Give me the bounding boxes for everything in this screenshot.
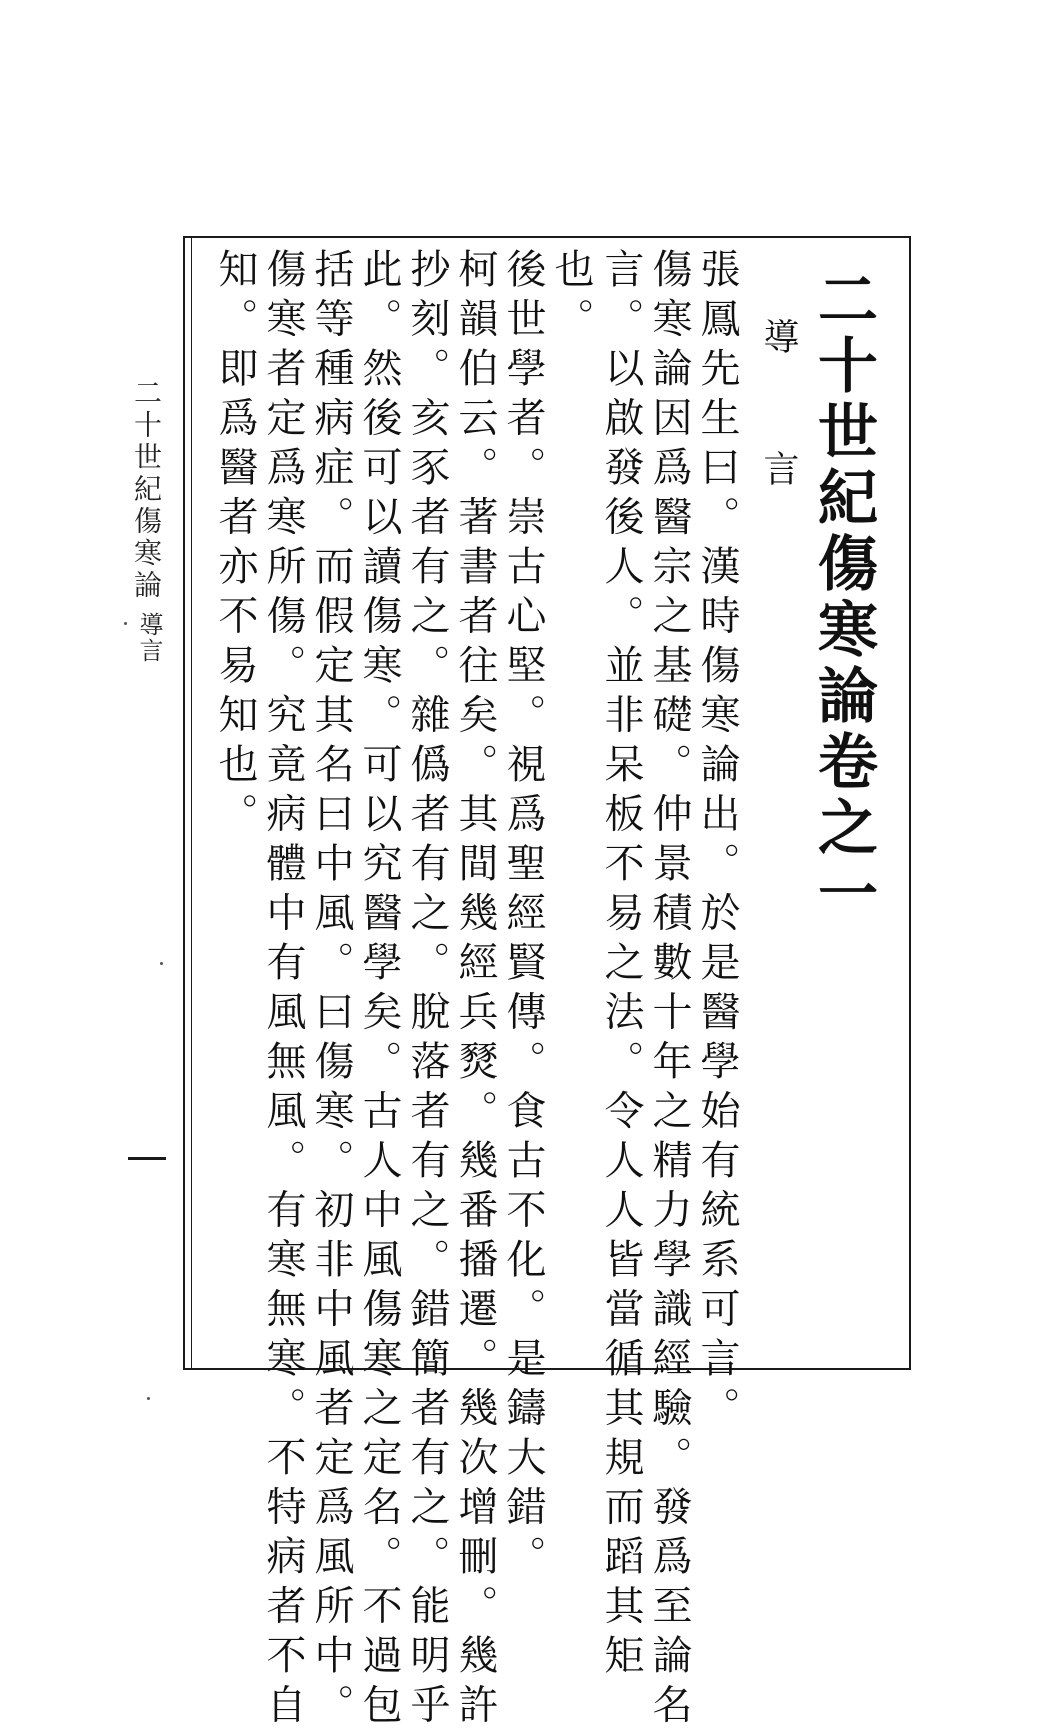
text-column-8: 此。然後可以讀傷寒。可以究醫學矣。古人中風傷寒之定名。不過包: [356, 248, 402, 1733]
text-column-1: 張鳳先生曰。漢時傷寒論出。於是醫學始有統系可言。: [694, 248, 740, 1436]
margin-section-label: 導言: [135, 612, 163, 664]
chapter-title: 二十世紀傷寒論卷之一: [808, 268, 878, 928]
text-column-10: 傷寒者定爲寒所傷。究竟病體中有風無風。有寒無寒。不特病者不自: [260, 248, 306, 1733]
folio-number: [128, 1157, 166, 1160]
text-column-9: 括等種病症。而假定其名曰中風。曰傷寒。初非中風者定爲風所中。: [308, 248, 354, 1733]
text-column-5: 後世學者。崇古心堅。視爲聖經賢傳。食古不化。是鑄大錯。: [500, 248, 546, 1585]
text-column-11: 知。即爲醫者亦不易知也。: [212, 248, 258, 842]
text-column-7: 抄刻。亥豕者有之。雜僞者有之。脫落者有之。錯簡者有之。能明乎: [404, 248, 450, 1733]
text-column-2: 傷寒論因爲醫宗之基礎。仲景積數十年之精力學識經驗。發爲至論名: [646, 248, 692, 1733]
margin-book-title: 二十世紀傷寒論: [130, 378, 163, 602]
text-column-6: 柯韻伯云。著書者往矣。其間幾經兵燹。幾番播遷。幾次增刪。幾許: [452, 248, 498, 1733]
speck: [124, 622, 127, 625]
section-heading: 導 言: [758, 318, 799, 516]
speck: [147, 1397, 150, 1400]
text-column-4: 也。: [548, 248, 594, 347]
speck: [160, 962, 163, 965]
text-column-3: 言。以啟發後人。並非呆板不易之法。令人人皆當循其規而蹈其矩: [598, 248, 644, 1684]
